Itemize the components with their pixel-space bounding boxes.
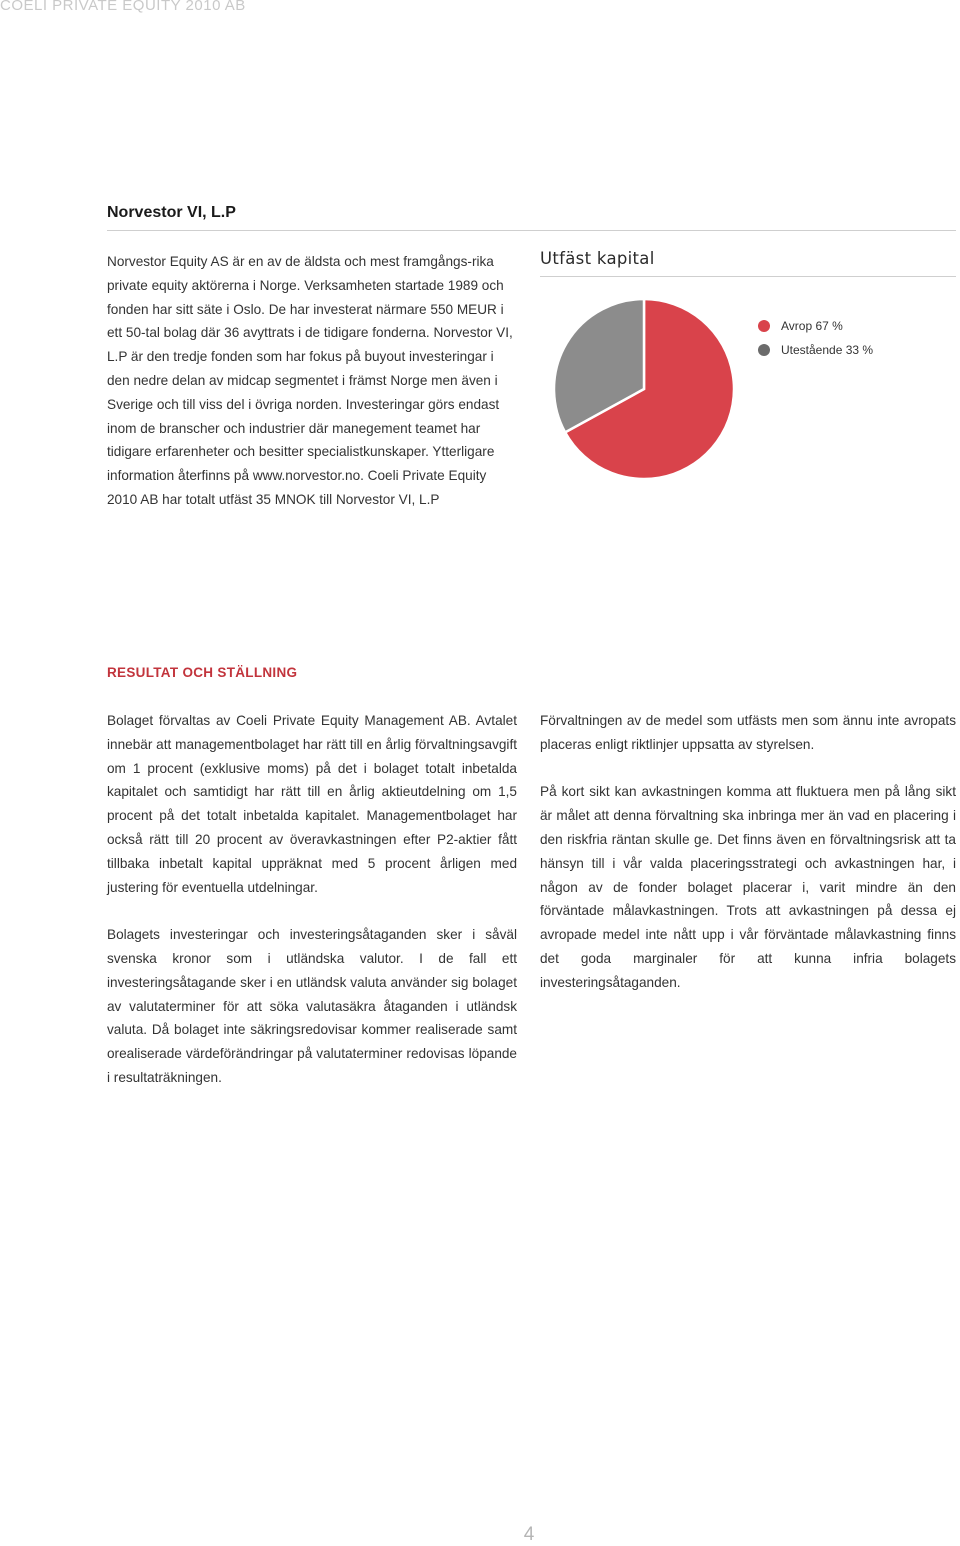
section-title: Norvestor VI, L.P	[107, 204, 236, 221]
results-left-column	[107, 709, 517, 1114]
results-paragraph: Förvaltningen av de medel som utfästs men som ännu inte avropats placeras enligt riktlinjer uppsatta av styrelsen.	[540, 713, 956, 752]
results-paragraph: På kort sikt kan avkastningen komma att fluktuera men på lång sikt är målet att denna förvaltning ska inbringa mer än vad en placering i den riskfria räntan skulle ge. Det finns även en förvaltningsrisk att ta hänsyn till i vår valda placeringsstrategi och avkastningen har, i någon av de fonder bolaget placerar i, varit mindre än den förväntade målavkastningen. Trots att avkastningen på dessa ej avropade medel inte nått upp i vår förväntade målavkastning finns det goda marginaler för att kunna infria bolagets investeringsåtaganden.	[540, 784, 956, 990]
chart-legend	[758, 314, 873, 362]
chart-divider	[540, 276, 956, 277]
pie-chart	[552, 297, 736, 481]
legend-item-utestaende	[758, 338, 873, 362]
page-number: 4	[523, 1524, 535, 1545]
results-paragraph: Bolagets investeringar och investeringsåtaganden sker i såväl svenska kronor som i utländska valutor. I de fall ett investeringsåtagande sker i en utländsk valuta använder sig bolaget av valutaterminer för att söka valutasäkra åtaganden i utländsk valuta. Då bolaget inte säkringsredovisar kommer realiserade samt orealiserade värdeförändringar på valutaterminer redovisas löpande i resultaträkningen.	[107, 927, 517, 1085]
legend-dot-utestaende	[758, 344, 770, 356]
pie-chart-svg	[552, 297, 736, 481]
legend-label-avrop: Avrop 67 %	[781, 319, 843, 333]
intro-text-block	[107, 250, 517, 512]
legend-dot-avrop	[758, 320, 770, 332]
results-paragraph: Bolaget förvaltas av Coeli Private Equity Management AB. Avtalet innebär att managementbolaget har rätt till en årlig förvaltningsavgift om 1 procent (exklusive moms) på det i bolaget totalt inbetalda kapitalet och samtidigt har rätt till en årlig aktieutdelning om 1,5 procent på det totalt inbetalda kapitalet. Managementbolaget har också rätt till 20 procent av överavkastningen efter P2-aktier fått tillbaka inbetalt kapital uppräknat med 5 procent årligen med justering för eventuella utdelningar.	[107, 713, 517, 895]
results-right-column	[540, 709, 956, 1018]
section-divider	[107, 230, 956, 231]
running-head: COELI PRIVATE EQUITY 2010 AB	[0, 0, 246, 14]
legend-item-avrop	[758, 314, 873, 338]
legend-label-utestaende: Utestående 33 %	[781, 343, 874, 357]
intro-paragraph: Norvestor Equity AS är en av de äldsta och mest framgångs-rika private equity aktörerna i Norge. Verksamheten startade 1989 och fonden har sitt säte i Oslo. De har investerat närmare 550 MEUR i ett 50-tal bolag där 36 avyttrats i de tidigare fonderna. Norvestor VI, L.P är den tredje fonden som har fokus på buyout investeringar i den nedre delan av midcap segmentet i främst Norge men även i Sverige och till viss del i övriga norden. Investeringar görs endast inom de branscher och industrier där manegement teamet har tidigare erfarenheter och besitter specialistkunskaper. Ytterligare information återfinns på www.norvestor.no. Coeli Private Equity 2010 AB har totalt utfäst 35 MNOK till Norvestor VI, L.P	[107, 254, 513, 507]
chart-title: Utfäst kapital	[540, 249, 655, 268]
results-heading: RESULTAT OCH STÄLLNING	[107, 665, 298, 680]
